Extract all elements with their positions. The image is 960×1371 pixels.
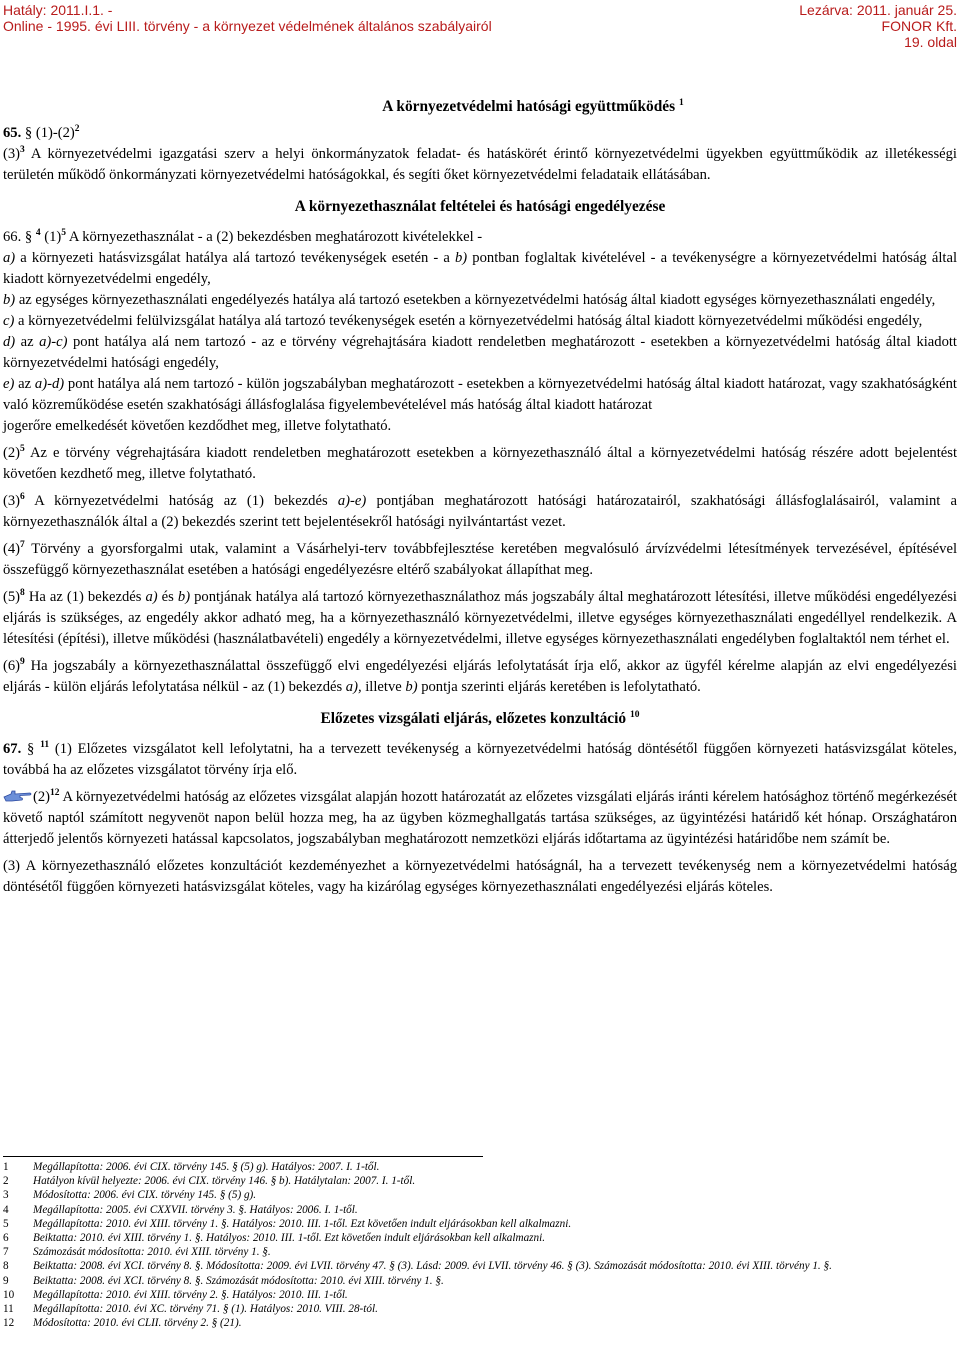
point-e: e) az a)-d) pont hatálya alá nem tartozó - külön jogszabályban meghatározott - esetekben a környezetvédelmi hatóság által kiadott határozat, vagy szakhatóságként való közreműködése esetén szakhatósági állásfoglalása figyelembevételével más hatóság által kiadott határozat [3,376,957,413]
footnote-ref[interactable]: 2 [74,124,80,134]
footnote-ref[interactable]: 7 [20,540,25,550]
section-sign: § [27,741,35,757]
point-d: d) az a)-c) pont hatálya alá nem tartozó - az e törvény végrehajtására kiadott rendeletben meghatározott - esetekben a környezetvédelmi hatóság által kiadott környezetvédelmi hatósági engedély, [3,334,957,371]
header-page-number: 19. oldal [904,34,957,50]
footnote-item: 2 Hatályon kívül helyezte: 2006. évi CIX. törvény 146. § b). Hatálytalan: 2007. I. 1-től. [3,1175,416,1188]
pointing-hand-icon[interactable] [3,788,33,803]
footnote-ref[interactable]: 10 [629,710,640,720]
footnote-ref[interactable]: 12 [50,788,60,798]
footnote-item: 5 Megállapította: 2010. évi XIII. törvény 1. §. Hatályos: 2010. III. 1-től. Ezt követően indult eljárásokban kell alkalmazni. [3,1217,572,1230]
paragraph-65-3: $(3)^3$ A környezetvédelmi igazgatási szerv a helyi önkormányzatok feladat- és hatáskörét érintő környezetvédelmi ügyekben együttműködik az illetékességi területén működő önkormányzati környezetvédelmi hatóságokkal, és segíti őket környezetvédelmi feladataik ellátásában. [3,145,957,183]
footnote-item: 6 Beiktatta: 2010. évi XIII. törvény 1. §. Hatályos: 2010. III. 1-től. Ezt követően indult eljárásokban kell alkalmazni. [3,1232,546,1245]
paragraph-66-tail: jogerőre emelkedését követően kezdődhet meg, illetve folytatható. [3,418,392,434]
paragraph-67-2: $(2)^{12}$ A környezetvédelmi hatóság az előzetes vizsgálat alapján hozott határozatát az előzetes vizsgálati eljárás iránti kérelem hatósághoz történő megérkezését követő naptól számított negyvenöt napon belül hozza meg, ha az ügyben közmeghallgatás tartása szükséges, az ügyintézési határidő két hónap. Országhatáron átterjedő jelentős környezeti hatással kapcsolatos, jogszabályban meghatározott nemzetközi eljárás időtartama az ügyintézési határidőbe nem számít be. [3,788,957,847]
paragraph-67: 67. § $^{11}$ (1) Előzetes vizsgálatot kell lefolytatni, ha a tervezett tevékenység a környezetvédelmi hatóság döntésétől függően környezeti hatásvizsgálat köteles, továbbá ha az előzetes vizsgálatot törvény írja elő. [3,740,957,778]
point-b: b) az egységes környezethasználati engedélyezés hatálya alá tartozó esetekben a környezetvédelmi hatóság által kiadott egységes környezethasználati engedély, [3,292,936,308]
paragraph-number: 65. [3,125,25,141]
footnote-ref[interactable]: 8 [20,588,25,598]
footnote-item: 10 Megállapította: 2010. évi XIII. törvény 2. §. Hatályos: 2010. III. 1-től. [3,1288,348,1301]
header-right [799,2,957,50]
footnote-ref[interactable]: 6 [20,492,25,502]
footnote-item: 7 Számozását módosította: 2010. évi XIII. törvény 1. §. [3,1246,271,1259]
footnote-ref[interactable]: 1 [678,98,684,108]
footnote-item: 8 Beiktatta: 2008. évi XCI. törvény 8. §. Módosította: 2009. évi LVII. törvény 47. § (3). Lásd: 2009. évi LVII. törvény 46. § (3). Számozását módosította: 2010. évi XIII. törvény 1. §. [3,1260,832,1273]
header-law-title: Online - 1995. évi LIII. törvény - a környezet védelmének általános szabályairól [3,18,492,34]
page-header [3,2,957,50]
section-title: Előzetes vizsgálati eljárás, előzetes konzultáció $^{10}$ [320,710,640,727]
paragraph-66-3: $(3)^6$ A környezetvédelmi hatóság az (1) bekezdés a)-e) pontjában meghatározott hatósági határozatairól, szakhatósági állásfoglalásairól, valamint a környezethasználók által a (2) bekezdés szerint tett bejelentésekről hatósági nyilvántartást vezet. [3,492,957,530]
point-a: a) a környezeti hatásvizsgálat hatálya alá tartozó tevékenységek esetén - a b) pontban foglaltak kivételével - a tevékenységre a környezetvédelmi hatóság által kiadott környezetvédelmi engedély, [3,250,957,287]
footnote-separator [3,1156,483,1157]
footnote-item: 4 Megállapította: 2005. évi CXXVII. törvény 3. §. Hatályos: 2006. I. 1-től. [3,1203,358,1216]
paragraph-66-2: $(2)^5$ Az e törvény végrehajtására kiadott rendeletben meghatározott esetekben a környezethasználó által a környezetvédelmi hatóság részére adott bejelentést követően kezdhető meg, illetve folytatható. [3,444,957,482]
footnote-ref[interactable]: 11 [40,740,50,750]
footnote-item: 1 Megállapította: 2006. évi CIX. törvény 145. § (5) g). Hatályos: 2007. I. 1-től. [3,1161,380,1173]
footnote-ref[interactable]: 3 [20,145,25,155]
section-sign: § [24,229,33,245]
header-left [3,2,492,34]
footnotes [3,1160,957,1330]
footnote-item: 3 Módosította: 2006. évi CIX. törvény 145. § (5) g). [3,1189,257,1202]
document-body [3,96,957,898]
paragraph-65: 65. § $(1)-(2)^2$ [3,124,80,141]
paragraph-67-3: (3) A környezethasználó előzetes konzultációt kezdeményezhet a környezetvédelmi hatóságnál, ha a tervezett tevékenység nem a környezetvédelmi hatóság döntésétől függően környezeti hatásvizsgálat köteles, vagy ha kizárólag egységes környezethasználati engedélyezési eljárás köteles. [3,858,957,895]
point-c: c) a környezetvédelmi felülvizsgálat hatálya alá tartozó tevékenységek esetén a környezetvédelmi hatóság által kiadott környezetvédelmi működési engedély, [3,313,923,329]
header-closed-date: Lezárva: 2011. január 25. [799,2,957,18]
section-title: A környezethasználat feltételei és hatósági engedélyezése [294,198,666,215]
footnote-ref[interactable]: 9 [20,657,25,667]
footnote-item: 9 Beiktatta: 2008. évi XCI. törvény 8. §. Számozását módosította: 2010. évi XIII. törvény 1. §. [3,1274,444,1287]
footnote-ref[interactable]: 5 [61,228,67,238]
section-sign: § [24,125,33,141]
section-title: A környezetvédelmi hatósági együttműködés $^1$ [382,98,684,115]
footnote-ref[interactable]: 5 [20,444,25,454]
header-publisher: FONOR Kft. [881,18,957,34]
paragraph-66-4: $(4)^7$ Törvény a gyorsforgalmi utak, valamint a Vásárhelyi-terv továbbfejlesztése keretében megvalósuló árvízvédelmi létesítmények tervezésével, építésével összefüggő környezethasználat esetében a hatósági engedélyezésre eltérő szabályokat állapíthat meg. [3,540,957,578]
paragraph-66-6: $(6)^9$ Ha jogszabály a környezethasználattal összefüggő elvi engedélyezési eljárás lefolytatását írja elő, akkor az ügyfél kérelme alapján az elvi engedélyezési eljárás - külön eljárás lefolytatása nélkül - az (1) bekezdés a), illetve b) pontja szerinti eljárás keretében is lefolytatható. [3,657,957,695]
footnote-item: 12 Módosította: 2010. évi CLII. törvény 2. § (21). [3,1317,242,1330]
paragraph-66-5: $(5)^8$ Ha az (1) bekezdés a) és b) pontjának hatálya alá tartozó környezethasználathoz más jogszabály által meghatározott létesítési, illetve működési engedélyezési eljárás is szükséges, az engedély akkor adható meg, ha a környezethasználó környezetvédelmi, illetve egységes környezethasználati engedéllyel rendelkezik. A létesítési (építési), illetve működési (használatbavételi) engedély a környezetvédelmi, illetve egységes környezethasználati engedélyben foglaltaktól nem térhet el. [3,588,957,647]
paragraph-66: 66. § $^4$ $(1)^5$ A környezethasználat - a (2) bekezdésben meghatározott kivételekkel - [3,228,483,245]
footnote-item: 11 Megállapította: 2010. évi XC. törvény 71. § (1). Hatályos: 2010. VIII. 28-tól. [3,1303,378,1316]
header-validity: Hatály: 2011.I.1. - [3,2,113,18]
footnote-ref[interactable]: 4 [35,228,41,238]
